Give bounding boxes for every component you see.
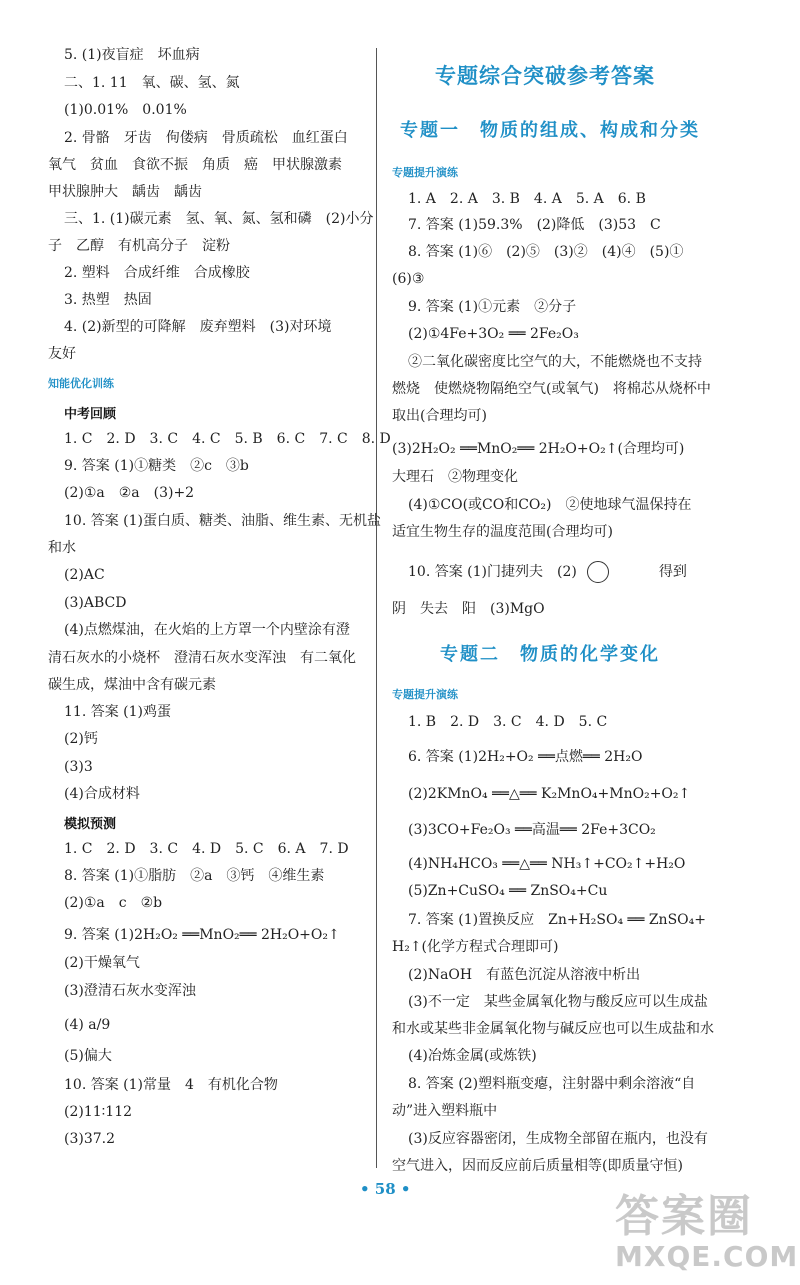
answer-line: (2)①4Fe+3O₂ ══ 2Fe₂O₃ [408,326,579,342]
answer-line: 大理石 ②物理变化 [392,469,518,485]
answer-line: 和水 [48,540,76,556]
answer-line: (4)点燃煤油，在火焰的上方罩一个内壁涂有澄 [64,622,350,638]
answer-line: 适宜生物生存的温度范围(合理均可) [392,524,613,540]
answer-line: (6)③ [392,271,425,287]
answer-line: ②二氧化碳密度比空气的大，不能燃烧也不支持 [408,354,702,370]
section-heading: 知能优化训练 [48,377,114,390]
answer-line: (2)钙 [64,731,98,747]
answer-line: 甲状腺肿大 龋齿 龋齿 [48,184,202,200]
answer-line: 2. 塑料 合成纤维 合成橡胶 [64,265,250,281]
answer-line: (2)①a ②a (3)+2 [64,485,195,501]
section-heading: 专题提升演练 [392,688,458,701]
answer-line: 9. 答案 (1)2H₂O₂ ══MnO₂══ 2H₂O+O₂↑ [64,927,340,943]
answer-line: 和水或某些非金属氧化物与碱反应也可以生成盐和水 [392,1021,714,1037]
atom-structure-diagram [587,561,609,583]
answer-line: 7. 答案 (1)置换反应 Zn+H₂SO₄ ══ ZnSO₄+ [408,912,706,928]
topic-title: 专题一 物质的组成、构成和分类 [400,120,700,141]
answer-line: 1. C 2. D 3. C 4. C 5. B 6. C 7. C 8. D [64,431,391,447]
answer-line: 8. 答案 (1)①脂肪 ②a ③钙 ④维生素 [64,868,325,884]
answer-line: 10. 答案 (1)常量 4 有机化合物 [64,1077,278,1093]
page-number: • 58 • [360,1180,411,1198]
answer-line: 6. 答案 (1)2H₂+O₂ ══点燃══ 2H₂O [408,749,643,765]
answer-line: (5)Zn+CuSO₄ ══ ZnSO₄+Cu [408,883,608,899]
answer-line: (3)ABCD [64,595,127,611]
answer-line: (3)不一定 某些金属氧化物与酸反应可以生成盐 [408,994,708,1010]
answer-line: 5. (1)夜盲症 坏血病 [64,47,200,63]
answer-line: (2)2KMnO₄ ══△══ K₂MnO₄+MnO₂+O₂↑ [408,786,691,802]
answer-line: 友好 [48,346,76,362]
answer-line: 1. B 2. D 3. C 4. D 5. C [408,714,608,730]
watermark-url: MXQE.COM [615,1240,799,1273]
answer-line: 燃烧 使燃烧物隔绝空气(或氧气) 将棉芯从烧杯中 [392,381,711,397]
answer-line: (3)澄清石灰水变浑浊 [64,983,196,999]
answer-line: (2)11∶112 [64,1104,133,1120]
answer-line: H₂↑(化学方程式合理即可) [392,939,559,955]
answer-line: (4) a/9 [64,1017,111,1033]
answer-line: 8. 答案 (1)⑥ (2)⑤ (3)② (4)④ (5)① [408,244,684,260]
answer-line: 清石灰水的小烧杯 澄清石灰水变浑浊 有二氧化 [48,650,356,666]
answer-line: 动”进入塑料瓶中 [392,1103,498,1119]
answer-line: 三、1. (1)碳元素 氢、氧、氮、氢和磷 (2)小分 [64,211,374,227]
answer-line: 9. 答案 (1)①元素 ②分子 [408,299,577,315]
answer-line: 11. 答案 (1)鸡蛋 [64,704,171,720]
answer-line: (3)3CO+Fe₂O₃ ══高温══ 2Fe+3CO₂ [408,822,656,838]
answer-line: 2. 骨骼 牙齿 佝偻病 骨质疏松 血红蛋白 [64,130,348,146]
topic-title: 专题二 物质的化学变化 [440,644,660,665]
answer-line: (3)3 [64,759,93,775]
answer-line: (2)干燥氧气 [64,955,140,971]
main-title: 专题综合突破参考答案 [435,64,655,88]
answer-line: 取出(合理均可) [392,408,487,424]
answer-line: (2)NaOH 有蓝色沉淀从溶液中析出 [408,967,641,983]
answer-line-q10 [408,561,687,583]
answer-line: 10. 答案 (1)蛋白质、糖类、油脂、维生素、无机盐 [64,513,381,529]
answer-line: 4. (2)新型的可降解 废弃塑料 (3)对环境 [64,319,332,335]
q10-prefix: 10. 答案 (1)门捷列夫 (2) [408,564,577,580]
answer-line: 8. 答案 (2)塑料瓶变瘪，注射器中剩余溶液“自 [408,1076,696,1092]
answer-line: (4)NH₄HCO₃ ══△══ NH₃↑+CO₂↑+H₂O [408,856,686,872]
answer-line: (4)①CO(或CO和CO₂) ②使地球气温保持在 [408,497,692,513]
subsection-heading: 中考回顾 [64,407,117,422]
answer-line: 子 乙醇 有机高分子 淀粉 [48,238,230,254]
answer-line: (2)AC [64,567,105,583]
answer-line: 氧气 贫血 食欲不振 角质 癌 甲状腺激素 [48,157,342,173]
answer-line: 空气进入，因而反应前后质量相等(即质量守恒) [392,1158,683,1174]
answer-line: 碳生成，煤油中含有碳元素 [48,677,216,693]
answer-line: (2)①a c ②b [64,895,163,911]
watermark-text: 答案圈 [615,1191,753,1242]
watermark-logo [615,1192,798,1272]
subsection-heading: 模拟预测 [64,817,117,832]
answer-line: (1)0.01% 0.01% [64,102,187,118]
answer-line: 3. 热塑 热固 [64,292,152,308]
answer-line: 7. 答案 (1)59.3% (2)降低 (3)53 C [408,217,661,233]
answer-line: (4)冶炼金属(或炼铁) [408,1048,537,1064]
answer-line: 阴 失去 阳 (3)MgO [392,601,545,617]
answer-line: (3)2H₂O₂ ══MnO₂══ 2H₂O+O₂↑(合理均可) [392,441,685,457]
answer-line: 9. 答案 (1)①糖类 ②c ③b [64,458,249,474]
answer-line: 1. A 2. A 3. B 4. A 5. A 6. B [408,191,646,207]
q10-suffix: 得到 [658,564,687,580]
answer-line: (5)偏大 [64,1048,112,1064]
answer-line: (4)合成材料 [64,786,140,802]
answer-line: 二、1. 11 氧、碳、氢、氮 [64,75,240,91]
answer-line: (3)37.2 [64,1131,116,1147]
answer-line: (3)反应容器密闭，生成物全部留在瓶内，也没有 [408,1131,708,1147]
answer-line: 1. C 2. D 3. C 4. D 5. C 6. A 7. D [64,841,349,857]
section-heading: 专题提升演练 [392,166,458,179]
column-divider [376,48,377,1168]
